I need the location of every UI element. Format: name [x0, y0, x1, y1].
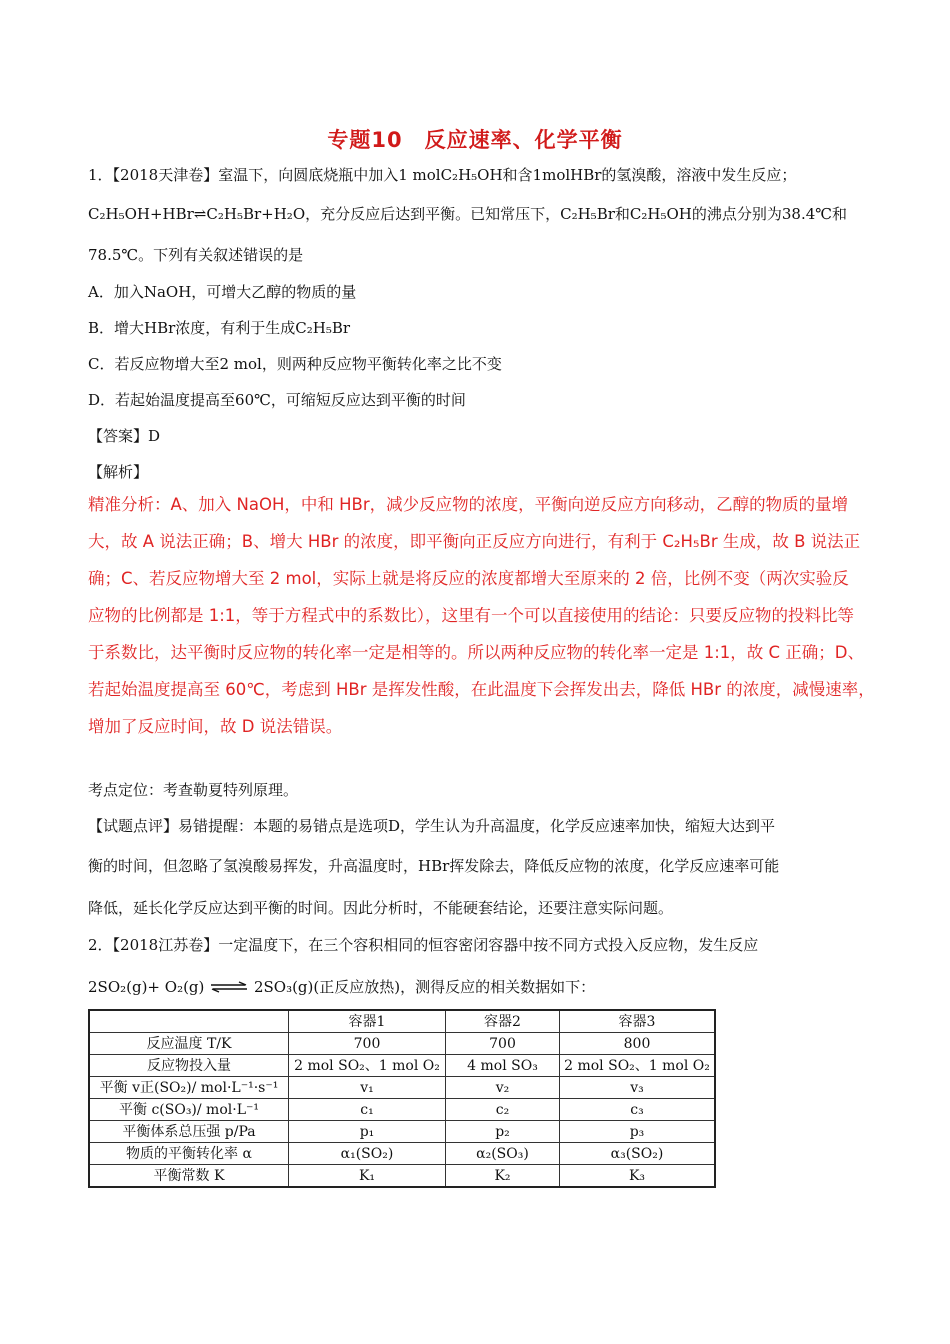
q1-option-b: B．增大HBr浓度，有利于生成C₂H₅Br	[88, 319, 351, 337]
table-header-cell: 容器2	[446, 1010, 560, 1033]
q2-equation-left: 2SO₂(g)+ O₂(g)	[88, 978, 205, 996]
table-header-cell	[89, 1010, 289, 1033]
table-cell: K₃	[560, 1165, 716, 1188]
q1-option-d: D．若起始温度提高至60℃，可缩短反应达到平衡的时间	[88, 391, 466, 409]
table-cell: 4 mol SO₃	[446, 1055, 560, 1077]
q2-equation-right: 2SO₃(g)(正反应放热)，测得反应的相关数据如下：	[253, 978, 596, 996]
table-row	[89, 1143, 715, 1165]
q1-comment-line: 降低，延长化学反应达到平衡的时间。因此分析时，不能硬套结论，还要注意实际问题。	[88, 899, 674, 917]
table-row	[89, 1099, 715, 1121]
table-cell: v₃	[560, 1077, 716, 1099]
q1-analysis-line: 增加了反应时间，故 D 说法错误。	[88, 717, 343, 736]
table-cell: 反应物投入量	[89, 1055, 289, 1077]
table-cell: 平衡 c(SO₃)/ mol·L⁻¹	[89, 1099, 289, 1121]
table-cell: 平衡 v正(SO₂)/ mol·L⁻¹·s⁻¹	[89, 1077, 289, 1099]
q1-analysis-line: 应物的比例都是 1:1，等于方程式中的系数比），这里有一个可以直接使用的结论：只要反应物的投料比等	[88, 606, 855, 625]
q1-analysis-line: 若起始温度提高至 60℃，考虑到 HBr 是挥发性酸，在此温度下会挥发出去，降低 HBr 的浓度，减慢速率，	[88, 680, 875, 699]
q1-analysis-label: 【解析】	[88, 463, 149, 481]
table-cell: c₁	[289, 1099, 446, 1121]
table-row	[89, 1121, 715, 1143]
q1-comment-line: 【试题点评】易错提醒：本题的易错点是选项D，学生认为升高温度，化学反应速率加快，缩短大达到平	[88, 817, 776, 835]
table-header-row	[89, 1010, 715, 1033]
reversible-arrow-icon	[209, 978, 249, 998]
table-cell: c₂	[446, 1099, 560, 1121]
q2-data-table	[88, 1009, 716, 1188]
q1-line3: 78.5℃。下列有关叙述错误的是	[88, 246, 304, 264]
table-cell: p₁	[289, 1121, 446, 1143]
q1-answer: 【答案】D	[88, 427, 161, 445]
q1-analysis-line: 确；C、若反应物增大至 2 mol，实际上就是将反应的浓度都增大至原来的 2 倍，比例不变（两次实验反	[88, 569, 849, 588]
table-cell: K₂	[446, 1165, 560, 1188]
q1-analysis-line: 于系数比，达平衡时反应物的转化率一定是相等的。所以两种反应物的转化率一定是 1:1，故 C 正确；D、	[88, 643, 865, 662]
q1-comment-line: 衡的时间，但忽略了氢溴酸易挥发，升高温度时，HBr挥发除去，降低反应物的浓度，化学反应速率可能	[88, 857, 780, 875]
table-cell: α₃(SO₂)	[560, 1143, 716, 1165]
q2-equation	[88, 977, 595, 998]
table-cell: p₂	[446, 1121, 560, 1143]
table-header-cell: 容器3	[560, 1010, 716, 1033]
table-cell: α₁(SO₂)	[289, 1143, 446, 1165]
table-cell: v₁	[289, 1077, 446, 1099]
table-cell: 800	[560, 1033, 716, 1055]
table-row	[89, 1033, 715, 1055]
table-cell: p₃	[560, 1121, 716, 1143]
q1-option-a: A．加入NaOH，可增大乙醇的物质的量	[88, 283, 357, 301]
q1-kaodian: 考点定位：考查勒夏特列原理。	[88, 781, 299, 799]
page-title: 专题10 反应速率、化学平衡	[327, 128, 623, 152]
table-cell: c₃	[560, 1099, 716, 1121]
table-cell: 700	[446, 1033, 560, 1055]
table-cell: 平衡体系总压强 p/Pa	[89, 1121, 289, 1143]
table-header-cell: 容器1	[289, 1010, 446, 1033]
table-row	[89, 1055, 715, 1077]
table-cell: 反应温度 T/K	[89, 1033, 289, 1055]
table-cell: v₂	[446, 1077, 560, 1099]
table-cell: 平衡常数 K	[89, 1165, 289, 1188]
q1-option-c: C．若反应物增大至2 mol，则两种反应物平衡转化率之比不变	[88, 355, 502, 373]
table-cell: 2 mol SO₂、1 mol O₂	[289, 1055, 446, 1077]
table-cell: α₂(SO₃)	[446, 1143, 560, 1165]
q1-line1: 1．【2018天津卷】室温下，向圆底烧瓶中加入1 molC₂H₅OH和含1molHBr的氢溴酸，溶液中发生反应；	[88, 166, 797, 184]
q2-line1: 2．【2018江苏卷】一定温度下，在三个容积相同的恒容密闭容器中按不同方式投入反应物，发生反应	[88, 936, 759, 954]
table-cell: 700	[289, 1033, 446, 1055]
table-row	[89, 1077, 715, 1099]
table-cell: 2 mol SO₂、1 mol O₂	[560, 1055, 716, 1077]
table-cell: K₁	[289, 1165, 446, 1188]
q1-analysis-line: 大，故 A 说法正确；B、增大 HBr 的浓度，即平衡向正反应方向进行，有利于 C₂H₅Br 生成，故 B 说法正	[88, 532, 861, 551]
table-cell: 物质的平衡转化率 α	[89, 1143, 289, 1165]
table-row	[89, 1165, 715, 1188]
q1-line2: C₂H₅OH+HBr⇌C₂H₅Br+H₂O，充分反应后达到平衡。已知常压下，C₂H₅Br和C₂H₅OH的沸点分别为38.4℃和	[88, 205, 848, 223]
q1-analysis-line: 精准分析：A、加入 NaOH，中和 HBr，减少反应物的浓度，平衡向逆反应方向移动，乙醇的物质的量增	[88, 495, 849, 514]
